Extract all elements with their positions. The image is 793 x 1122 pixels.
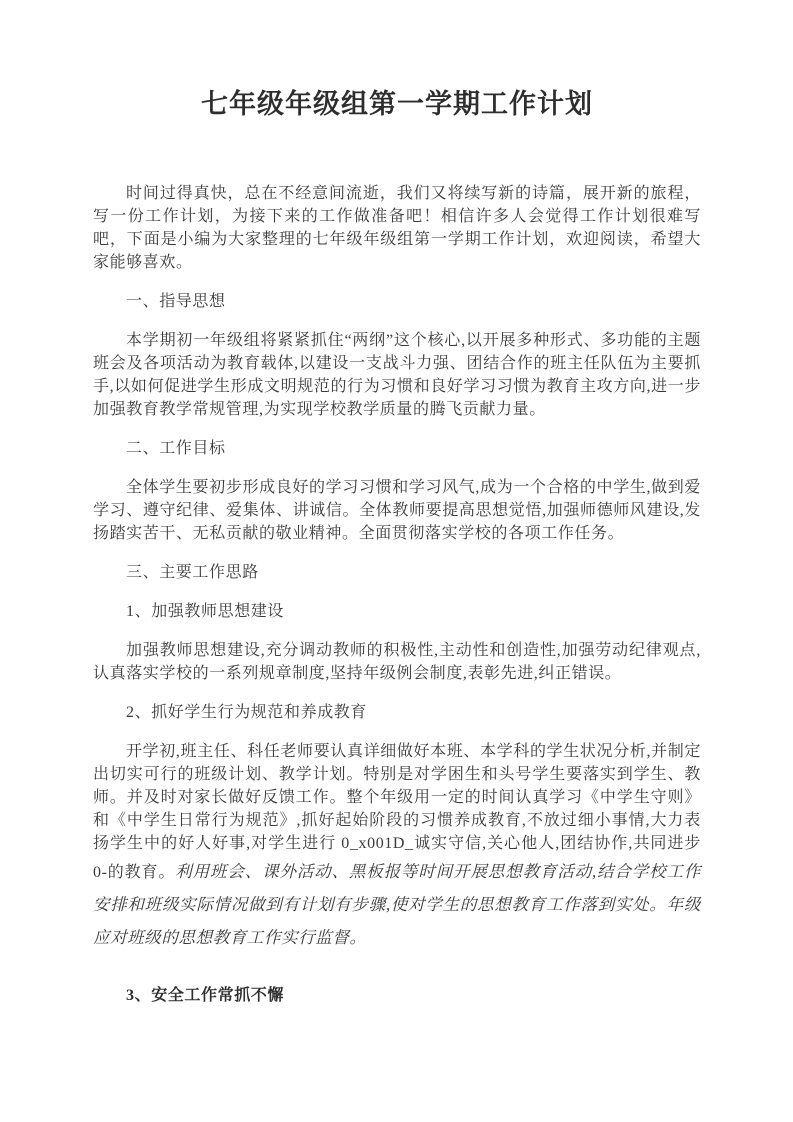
section-2-paragraph: 全体学生要初步形成良好的学习习惯和学习风气,成为一个合格的中学生,做到爱学习、遵守纪律、爱集体、讲诚信。全体教师要提高思想觉悟,加强师德师风建设,发扬踏实苦干、无私贡献的敬业精神。全面贯彻落实学校的各项工作任务。 <box>93 479 701 542</box>
section-3-heading: 三、主要工作思路 <box>126 564 259 581</box>
intro-paragraph: 时间过得真快，总在不经意间流逝，我们又将续写新的诗篇，展开新的旅程，写一份工作计划，为接下来的工作做准备吧！相信许多人会觉得工作计划很难写吧，下面是小编为大家整理的七年级年级组第一学期工作计划，欢迎阅读，希望大家能够喜欢。 <box>93 185 701 271</box>
subsection-1-heading: 1、加强教师思想建设 <box>126 603 285 620</box>
section-2-heading: 二、工作目标 <box>126 440 226 457</box>
subsection-2-heading: 2、抓好学生行为规范和养成教育 <box>126 704 368 721</box>
subsection-3-heading: 3、安全工作常抓不懈 <box>126 987 285 1004</box>
section-1-heading: 一、指导思想 <box>126 293 226 310</box>
document-title: 七年级年级组第一学期工作计划 <box>201 89 593 119</box>
subsection-2-text-kai: 利用班会、课外活动、黑板报等时间开展思想教育活动,结合学校工作安排和班级实际情况做到有计划有步骤,使对学生的思想教育工作落到实处。年级应对班级的思想教育工作实行监督。 <box>93 862 701 947</box>
subsection-2-paragraph <box>93 740 701 954</box>
subsection-1-paragraph: 加强教师思想建设,充分调动教师的积极性,主动性和创造性,加强劳动纪律观点,认真落实学校的一系列规章制度,坚持年级例会制度,表彰先进,纠正错误。 <box>93 642 701 682</box>
section-1-paragraph: 本学期初一年级组将紧紧抓住“两纲”这个核心,以开展多种形式、多功能的主题班会及各项活动为教育载体,以建设一支战斗力强、团结合作的班主任队伍为主要抓手,以如何促进学生形成文明规范的行为习惯和良好学习习惯为教育主攻方向,进一步加强教育教学常规管理,为实现学校教学质量的腾飞贡献力量。 <box>93 332 701 418</box>
subsection-2-text-normal: 开学初,班主任、科任老师要认真详细做好本班、本学科的学生状况分析,并制定出切实可行的班级计划、教学计划。特别是对学困生和头号学生要落实到学生、教师。并及时对家长做好反馈工作。整个年级用一定的时间认真学习《中学生守则》和《中学生日常行为规范》,抓好起始阶段的习惯养成教育,不放过细小事情,大力表扬学生中的好人好事,对学生进行 0_x001D_诚实守信,关心他人,团结协作,共同进步 0-的教育。 <box>93 743 701 881</box>
